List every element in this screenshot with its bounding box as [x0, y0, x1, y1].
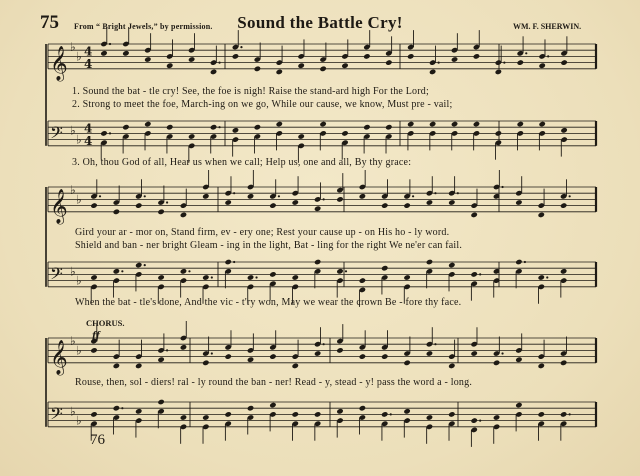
note-head [297, 133, 304, 139]
note-head [180, 344, 187, 350]
lyric-verse-3: 3. Oh, thou God of all, Hear us when we call; Help us, one and all, By thy grace: [72, 157, 412, 168]
note-head [538, 121, 545, 127]
dot [345, 270, 347, 272]
dot [144, 264, 146, 266]
note-head [254, 66, 261, 72]
note-head [135, 262, 142, 268]
lyric-verse-1: 1. Sound the bat - tle cry! See, the foe is nigh! Raise the stand-ard high For the Lord; [72, 86, 429, 97]
flat-icon: ♭ [76, 413, 82, 428]
dot [211, 276, 213, 278]
note-head [202, 414, 209, 420]
note-head [135, 363, 142, 369]
note-head [157, 399, 164, 405]
note-head [157, 274, 164, 280]
note-head [448, 262, 455, 268]
note-head [560, 268, 567, 274]
note-head [560, 411, 567, 417]
note-head [292, 199, 299, 205]
note-head [210, 124, 217, 130]
note-head [359, 405, 366, 411]
note-head [429, 121, 436, 127]
note-head [341, 130, 348, 136]
time-sig-bottom: 4 [84, 133, 93, 148]
note-head [426, 259, 433, 265]
dot [479, 420, 481, 422]
note-head [560, 127, 567, 133]
lyric-chorus: Rouse, then, sol - diers! ral - ly round the ban - ner! Read - y, stead - y! pass the word a - long. [75, 377, 473, 388]
note-head [319, 66, 326, 72]
note-head [363, 53, 370, 59]
note-head [269, 271, 276, 277]
note-head [90, 274, 97, 280]
note-head [297, 62, 304, 68]
dot [218, 126, 220, 128]
credit-line: From “ Bright Jewels,” by permission. [74, 22, 213, 31]
note-head [90, 347, 97, 353]
note-head [336, 196, 343, 202]
note-head [403, 408, 410, 414]
dot [233, 261, 235, 263]
lyric-line-1: Gird your ar - mor on, Stand firm, ev - ery one; Rest your cause up - on His ho - ly word. [75, 227, 450, 238]
note-head [224, 411, 231, 417]
bass-clef-icon: 𝄢 [50, 263, 63, 288]
note-head [269, 402, 276, 408]
note-head [381, 265, 388, 271]
note-head [426, 199, 433, 205]
note-head [122, 50, 129, 56]
note-head [314, 411, 321, 417]
note-head [144, 121, 151, 127]
note-head [100, 50, 107, 56]
note-head [451, 56, 458, 62]
note-head [515, 259, 522, 265]
note-head [157, 209, 164, 215]
note-head [113, 363, 120, 369]
note-head [254, 124, 261, 130]
note-head [202, 274, 209, 280]
note-head [314, 259, 321, 265]
note-head [538, 212, 545, 218]
flat-icon: ♭ [76, 49, 82, 64]
note-head [473, 53, 480, 59]
treble-clef-icon: 𝄞 [50, 339, 68, 375]
note-head [407, 53, 414, 59]
note-head [381, 411, 388, 417]
time-sig-top: 4 [84, 44, 93, 59]
dot [240, 46, 242, 48]
flat-icon: ♭ [70, 183, 76, 198]
time-sig-bottom: 4 [84, 56, 93, 71]
flat-icon: ♭ [76, 343, 82, 358]
dot [109, 132, 111, 134]
note-head [538, 363, 545, 369]
note-head [135, 408, 142, 414]
note-head [113, 268, 120, 274]
note-head [363, 124, 370, 130]
note-head [157, 356, 164, 362]
note-head [292, 411, 299, 417]
note-head [381, 353, 388, 359]
note-head [470, 417, 477, 423]
note-head [448, 411, 455, 417]
note-head [493, 360, 500, 366]
hymn-title: Sound the Battle Cry! [237, 13, 403, 32]
dot [166, 349, 168, 351]
note-head [144, 56, 151, 62]
flat-icon: ♭ [70, 404, 76, 419]
dot [503, 62, 505, 64]
note-head [407, 121, 414, 127]
note-head [470, 350, 477, 356]
note-head [560, 202, 567, 208]
dot [438, 62, 440, 64]
note-head [276, 69, 283, 75]
note-head [429, 69, 436, 75]
note-head [113, 405, 120, 411]
note-head [188, 56, 195, 62]
note-head [210, 69, 217, 75]
note-head [495, 130, 502, 136]
dot [569, 413, 571, 415]
note-head [341, 62, 348, 68]
note-head [385, 59, 392, 65]
note-head [426, 350, 433, 356]
dot [546, 276, 548, 278]
page-number: 75 [40, 12, 59, 33]
note-head [336, 347, 343, 353]
treble-clef-icon: 𝄞 [50, 188, 68, 224]
note-head [385, 124, 392, 130]
dot [457, 192, 459, 194]
note-head [180, 268, 187, 274]
dot [524, 261, 526, 263]
dot [211, 352, 213, 354]
note-head [314, 350, 321, 356]
note-head [224, 353, 231, 359]
dot [323, 198, 325, 200]
note-head [90, 202, 97, 208]
note-head [224, 199, 231, 205]
note-head [336, 408, 343, 414]
note-head [538, 62, 545, 68]
note-head [359, 353, 366, 359]
dot [255, 276, 257, 278]
dot [569, 195, 571, 197]
note-head [336, 268, 343, 274]
note-head [113, 209, 120, 215]
dot [188, 270, 190, 272]
dot [501, 186, 503, 188]
note-head [247, 193, 254, 199]
dynamic-marking: ff [92, 328, 100, 342]
note-head [403, 360, 410, 366]
note-head [135, 202, 142, 208]
note-head [493, 414, 500, 420]
note-head [426, 414, 433, 420]
note-head [495, 69, 502, 75]
note-head [100, 130, 107, 136]
flat-icon: ♭ [70, 334, 76, 349]
note-head [515, 356, 522, 362]
dot [525, 52, 527, 54]
note-head [473, 121, 480, 127]
note-head [247, 405, 254, 411]
note-head [166, 62, 173, 68]
bass-clef-icon: 𝄢 [50, 403, 63, 428]
flat-icon: ♭ [70, 264, 76, 279]
note-head [224, 259, 231, 265]
note-head [448, 363, 455, 369]
note-head [451, 121, 458, 127]
note-head [247, 274, 254, 280]
note-head [276, 121, 283, 127]
note-head [269, 202, 276, 208]
flat-icon: ♭ [76, 192, 82, 207]
note-head [538, 411, 545, 417]
chorus-label: CHORUS. [86, 318, 125, 328]
note-head [381, 202, 388, 208]
flat-icon: ♭ [70, 123, 76, 138]
note-head [403, 202, 410, 208]
dot [121, 407, 123, 409]
note-head [292, 363, 299, 369]
note-head [515, 402, 522, 408]
note-head [314, 205, 321, 211]
note-head [538, 274, 545, 280]
dot [233, 192, 235, 194]
flat-icon: ♭ [76, 132, 82, 147]
note-head [470, 271, 477, 277]
flat-icon: ♭ [76, 273, 82, 288]
lyric-verse-2: 2. Strong to meet the foe, March-ing on we go, While our cause, we know, Must pre - vail; [72, 99, 453, 110]
dot [109, 43, 111, 45]
dot [412, 195, 414, 197]
dot [121, 270, 123, 272]
dot [166, 201, 168, 203]
lyric-line-2: Shield and ban - ner bright Gleam - ing in the light, Bat - ling for the right We ne'er can fail. [75, 240, 463, 251]
dot [278, 195, 280, 197]
dot [434, 343, 436, 345]
dot [218, 62, 220, 64]
note-head [202, 360, 209, 366]
note-head [448, 199, 455, 205]
note-head [122, 124, 129, 130]
note-head [515, 199, 522, 205]
note-head [202, 193, 209, 199]
treble-clef-icon: 𝄞 [50, 45, 68, 81]
note-head [232, 127, 239, 133]
note-head [188, 133, 195, 139]
note-head [359, 193, 366, 199]
bass-clef-icon: 𝄢 [50, 122, 63, 147]
note-head [269, 353, 276, 359]
composer-name: WM. F. SHERWIN. [513, 22, 582, 31]
note-head [517, 121, 524, 127]
note-head [403, 274, 410, 280]
dot [390, 413, 392, 415]
dot [434, 192, 436, 194]
note-head [359, 277, 366, 283]
dot [99, 195, 101, 197]
dot [323, 343, 325, 345]
note-head [247, 356, 254, 362]
note-head [166, 124, 173, 130]
flat-icon: ♭ [70, 40, 76, 55]
note-head [470, 212, 477, 218]
footer-page-number: 76 [90, 432, 105, 448]
note-head [560, 59, 567, 65]
note-head [180, 212, 187, 218]
lyric-line-3: When the bat - tle's done, And the vic - t'ry won, May we wear the crown Be - fore thy face. [75, 297, 462, 308]
note-head [180, 414, 187, 420]
dot [479, 273, 481, 275]
note-head [292, 274, 299, 280]
dot [547, 55, 549, 57]
note-head [560, 360, 567, 366]
note-head [517, 59, 524, 65]
dot [501, 352, 503, 354]
dot [144, 195, 146, 197]
note-head [319, 121, 326, 127]
note-head [232, 53, 239, 59]
time-sig-top: 4 [84, 121, 93, 136]
note-head [90, 411, 97, 417]
